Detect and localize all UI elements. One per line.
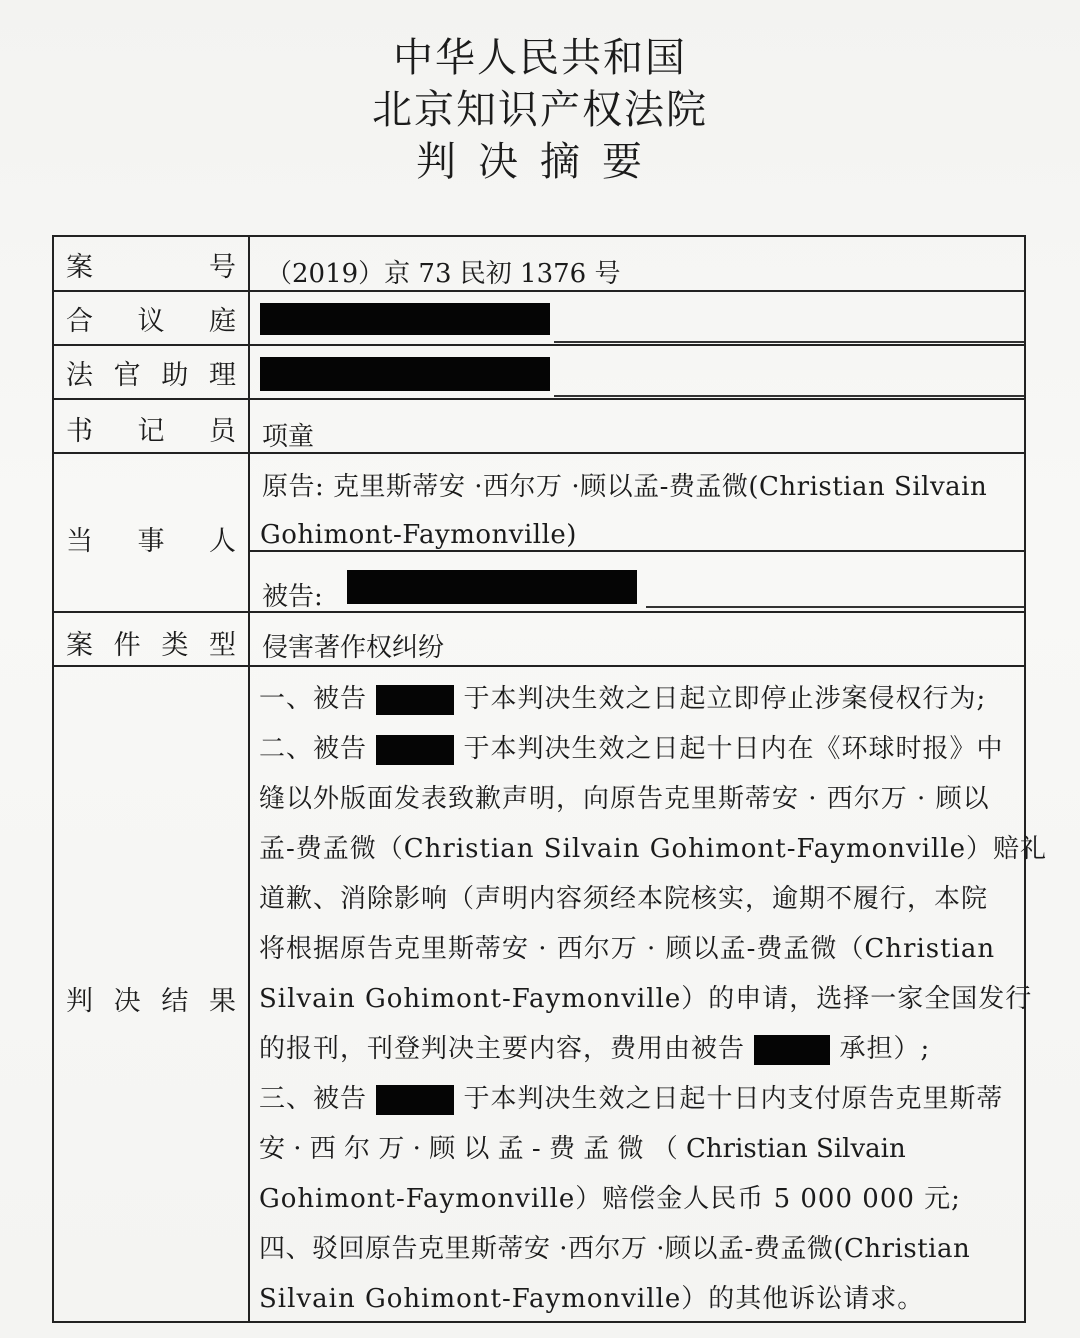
row-divider: [54, 665, 1024, 667]
label-parties: 当 事 人: [66, 525, 236, 557]
case-type-value: 侵害著作权纠纷: [262, 633, 445, 663]
redaction-block: [260, 357, 550, 391]
judgment-line: 安 · 西 尔 万 · 顾 以 孟 - 费 孟 微 （ Christian Silvain: [259, 1134, 906, 1164]
judgment-line: Silvain Gohimont-Faymonville）的其他诉讼请求。: [259, 1284, 925, 1314]
field-underline: [554, 341, 1024, 343]
judgment-line: 三、被告 于本判决生效之日起十日内支付原告克里斯蒂: [259, 1084, 1004, 1114]
plaintiff-line-2: Gohimont-Faymonville): [260, 520, 577, 550]
redaction-block: [754, 1035, 830, 1065]
field-underline: [554, 395, 1024, 397]
redaction-block: [376, 1085, 454, 1115]
judgment-line: 二、被告 于本判决生效之日起十日内在《环球时报》中: [259, 734, 1004, 764]
judgment-line: 一、被告 于本判决生效之日起立即停止涉案侵权行为;: [259, 684, 987, 714]
field-underline: [646, 606, 1024, 608]
judgment-line: 四、驳回原告克里斯蒂安 ·西尔万 ·顾以孟-费孟微(Christian: [259, 1234, 971, 1264]
row-divider: [54, 344, 1024, 346]
label-judgment-result: 判 决 结 果: [66, 985, 236, 1017]
redaction-block: [260, 303, 550, 335]
judgment-summary-table: [52, 235, 1048, 1323]
country-title: 中华人民共和国: [393, 35, 687, 81]
label-judge-assistant: 法 官 助 理: [66, 359, 236, 391]
judgment-line: 道歉、消除影响（声明内容须经本院核实，逾期不履行，本院: [259, 884, 989, 914]
case-number-value: （2019）京 73 民初 1376 号: [266, 259, 621, 289]
row-divider: [54, 452, 1024, 454]
judgment-line: Gohimont-Faymonville）赔偿金人民币 5 000 000 元;: [259, 1184, 961, 1214]
court-name: 北京知识产权法院: [372, 87, 708, 133]
redaction-block: [376, 735, 454, 765]
row-divider: [54, 398, 1024, 400]
plaintiff-line-1: 原告: 克里斯蒂安 ·西尔万 ·顾以孟-费孟微(Christian Silvain: [262, 472, 988, 502]
judgment-line: 孟-费孟微（Christian Silvain Gohimont-Faymonville）赔礼: [259, 834, 1048, 864]
redaction-block: [347, 570, 637, 604]
judgment-line: 的报刊，刊登判决主要内容，费用由被告 承担）;: [259, 1034, 931, 1064]
row-divider: [54, 611, 1024, 613]
document-title: 判决摘要: [416, 139, 664, 185]
defendant-label: 被告:: [262, 582, 323, 612]
redaction-block: [376, 685, 454, 715]
judgment-line: 缝以外版面发表致歉声明，向原告克里斯蒂安 · 西尔万 · 顾以: [259, 784, 990, 814]
label-collegial-panel: 合 议 庭: [66, 305, 236, 337]
label-case-type: 案 件 类 型: [66, 629, 236, 661]
row-divider: [248, 550, 1024, 552]
row-divider: [54, 290, 1024, 292]
judgment-line: 将根据原告克里斯蒂安 · 西尔万 · 顾以孟-费孟微（Christian: [259, 934, 996, 964]
clerk-value: 项童: [262, 422, 315, 452]
label-case-number: 案 号: [66, 251, 236, 283]
judgment-line: Silvain Gohimont-Faymonville）的申请，选择一家全国发行: [259, 984, 1033, 1014]
label-clerk: 书 记 员: [66, 415, 236, 447]
